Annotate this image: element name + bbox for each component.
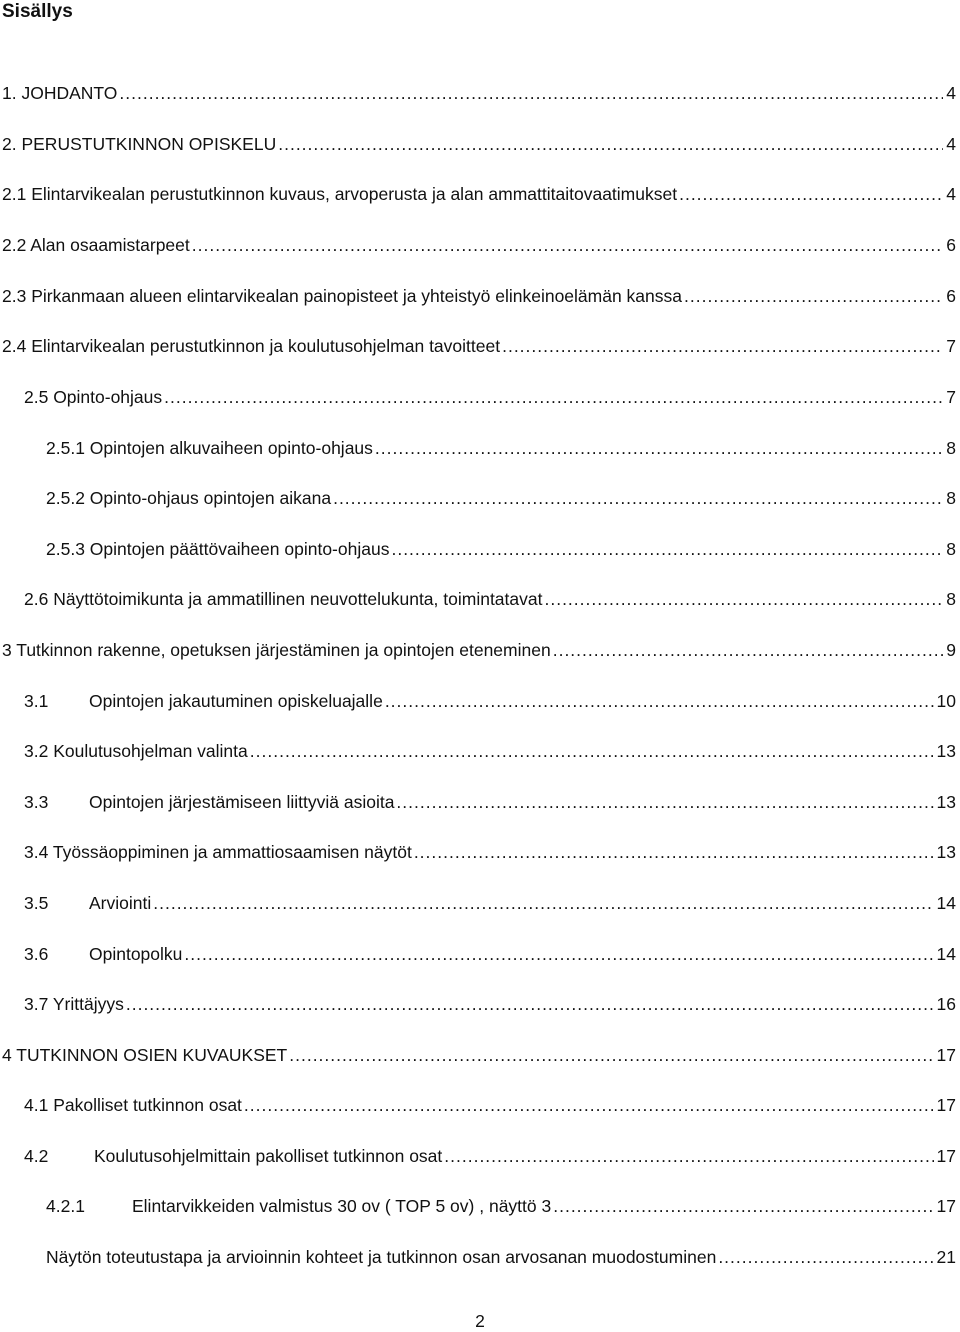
toc-entry-page: 7 — [946, 336, 956, 356]
toc-entry-title: 2.3 Pirkanmaan alueen elintarvikealan painopisteet ja yhteistyö elinkeinoelämän kanssa — [2, 286, 683, 306]
toc-entry-page: 14 — [936, 893, 956, 913]
toc-entry-title: 2.5.1 Opintojen alkuvaiheen opinto-ohjaus — [46, 438, 373, 458]
toc-dot-leader — [184, 941, 933, 967]
toc-dot-leader — [544, 586, 943, 612]
toc-entry-title: Näytön toteutustapa ja arvioinnin kohteet ja tutkinnon osan arvosanan muodostuminen — [46, 1247, 717, 1267]
toc-dot-leader — [553, 637, 944, 663]
toc-entry-page: 9 — [946, 640, 956, 660]
toc-entry-title: 4.1 Pakolliset tutkinnon osat — [24, 1095, 242, 1115]
toc-entry-title: 4 TUTKINNON OSIEN KUVAUKSET — [2, 1045, 288, 1065]
toc-entry-title: 1. JOHDANTO — [2, 83, 118, 103]
toc-dot-leader — [679, 181, 943, 207]
toc-entry-page: 13 — [936, 741, 956, 761]
toc-entry[interactable] — [46, 536, 956, 562]
toc-entry-title: 2.1 Elintarvikealan perustutkinnon kuvaus, arvoperusta ja alan ammattitaitovaatimukset — [2, 184, 678, 204]
toc-entry[interactable] — [24, 941, 956, 967]
toc-entry-title: 3.4 Työssäoppiminen ja ammattiosaamisen näytöt — [24, 842, 412, 862]
toc-entry[interactable] — [24, 789, 956, 815]
toc-entry-number: 4.2 — [24, 1146, 49, 1166]
toc-heading: Sisällys — [2, 1, 73, 22]
toc-entry-title: 2.5.3 Opintojen päättövaiheen opinto-ohjaus — [46, 539, 390, 559]
toc-entry-page: 4 — [946, 134, 956, 154]
toc-entry-page: 17 — [936, 1196, 956, 1216]
toc-dot-leader — [289, 1042, 933, 1068]
toc-dot-leader — [414, 839, 934, 865]
toc-entry-title: Opintojen järjestämiseen liittyviä asioita — [89, 792, 395, 812]
toc-entry-page: 8 — [946, 488, 956, 508]
toc-entry-page: 8 — [946, 539, 956, 559]
toc-dot-leader — [396, 789, 933, 815]
toc-entry-page: 7 — [946, 387, 956, 407]
toc-dot-leader — [153, 890, 933, 916]
toc-entry-number: 3.1 — [24, 691, 49, 711]
toc-entry[interactable] — [46, 435, 956, 461]
toc-entry[interactable] — [2, 333, 956, 359]
toc-dot-leader — [385, 688, 934, 714]
toc-entry-title: 2.5.2 Opinto-ohjaus opintojen aikana — [46, 488, 332, 508]
toc-dot-leader — [375, 435, 943, 461]
toc-entry[interactable] — [2, 80, 956, 106]
toc-dot-leader — [684, 283, 943, 309]
toc-entry[interactable] — [2, 181, 956, 207]
toc-entry-page: 4 — [946, 184, 956, 204]
toc-entry[interactable] — [2, 131, 956, 157]
toc-entry-title: 2.5 Opinto-ohjaus — [24, 387, 163, 407]
toc-entry-page: 16 — [936, 994, 956, 1014]
toc-dot-leader — [391, 536, 943, 562]
toc-entry[interactable] — [24, 1143, 956, 1169]
toc-entry-title: 3.2 Koulutusohjelman valinta — [24, 741, 248, 761]
toc-entry[interactable] — [24, 384, 956, 410]
toc-entry-title: 3.7 Yrittäjyys — [24, 994, 124, 1014]
toc-entry[interactable] — [2, 232, 956, 258]
toc-entry-page: 13 — [936, 792, 956, 812]
toc-entry-page: 21 — [936, 1247, 956, 1267]
toc-entry[interactable] — [24, 586, 956, 612]
toc-entry-title: 2.2 Alan osaamistarpeet — [2, 235, 190, 255]
toc-entry[interactable] — [24, 1092, 956, 1118]
toc-dot-leader — [444, 1143, 933, 1169]
toc-entry-number: 4.2.1 — [46, 1196, 85, 1216]
toc-dot-leader — [250, 738, 934, 764]
toc-entry-title: Koulutusohjelmittain pakolliset tutkinnon osat — [94, 1146, 443, 1166]
toc-entry-title: Opintopolku — [89, 944, 183, 964]
toc-entry-page: 4 — [946, 83, 956, 103]
page-number: 2 — [475, 1311, 485, 1331]
toc-entry-page: 14 — [936, 944, 956, 964]
toc-dot-leader — [502, 333, 943, 359]
toc-entry-title: 2.4 Elintarvikealan perustutkinnon ja koulutusohjelman tavoitteet — [2, 336, 501, 356]
toc-entry[interactable] — [24, 890, 956, 916]
toc-dot-leader — [126, 991, 934, 1017]
toc-entry-page: 17 — [936, 1095, 956, 1115]
toc-entry-title: 2.6 Näyttötoimikunta ja ammatillinen neuvottelukunta, toimintatavat — [24, 589, 543, 609]
toc-dot-leader — [119, 80, 943, 106]
toc-dot-leader — [164, 384, 943, 410]
toc-entry[interactable] — [46, 1244, 956, 1270]
toc-entry[interactable] — [24, 688, 956, 714]
toc-entry-page: 8 — [946, 438, 956, 458]
toc-entry-number: 3.5 — [24, 893, 49, 913]
toc-entry-page: 17 — [936, 1146, 956, 1166]
toc-entry[interactable] — [24, 738, 956, 764]
toc-entry[interactable] — [24, 839, 956, 865]
toc-entry-number: 3.3 — [24, 792, 49, 812]
toc-entry-title: Elintarvikkeiden valmistus 30 ov ( TOP 5 ov) , näyttö 3 — [132, 1196, 552, 1216]
toc-dot-leader — [333, 485, 943, 511]
toc-entry[interactable] — [2, 637, 956, 663]
toc-entry[interactable] — [2, 1042, 956, 1068]
toc-entry-title: 2. PERUSTUTKINNON OPISKELU — [2, 134, 277, 154]
toc-dot-leader — [244, 1092, 934, 1118]
toc-entry-page: 13 — [936, 842, 956, 862]
toc-entry-page: 10 — [936, 691, 956, 711]
toc-entry-title: Opintojen jakautuminen opiskeluajalle — [89, 691, 383, 711]
toc-entry-page: 8 — [946, 589, 956, 609]
toc-entry-page: 17 — [936, 1045, 956, 1065]
toc-entry-page: 6 — [946, 235, 956, 255]
toc-entry[interactable] — [46, 485, 956, 511]
toc-entry-title: 3 Tutkinnon rakenne, opetuksen järjestäminen ja opintojen eteneminen — [2, 640, 551, 660]
toc-entry-title: Arviointi — [89, 893, 152, 913]
toc-entry-number: 3.6 — [24, 944, 49, 964]
toc-entry[interactable] — [2, 283, 956, 309]
toc-dot-leader — [278, 131, 943, 157]
toc-entry[interactable] — [46, 1193, 956, 1219]
toc-dot-leader — [192, 232, 944, 258]
toc-entry[interactable] — [24, 991, 956, 1017]
toc-dot-leader — [553, 1193, 933, 1219]
toc-dot-leader — [718, 1244, 933, 1270]
toc-entry-page: 6 — [946, 286, 956, 306]
